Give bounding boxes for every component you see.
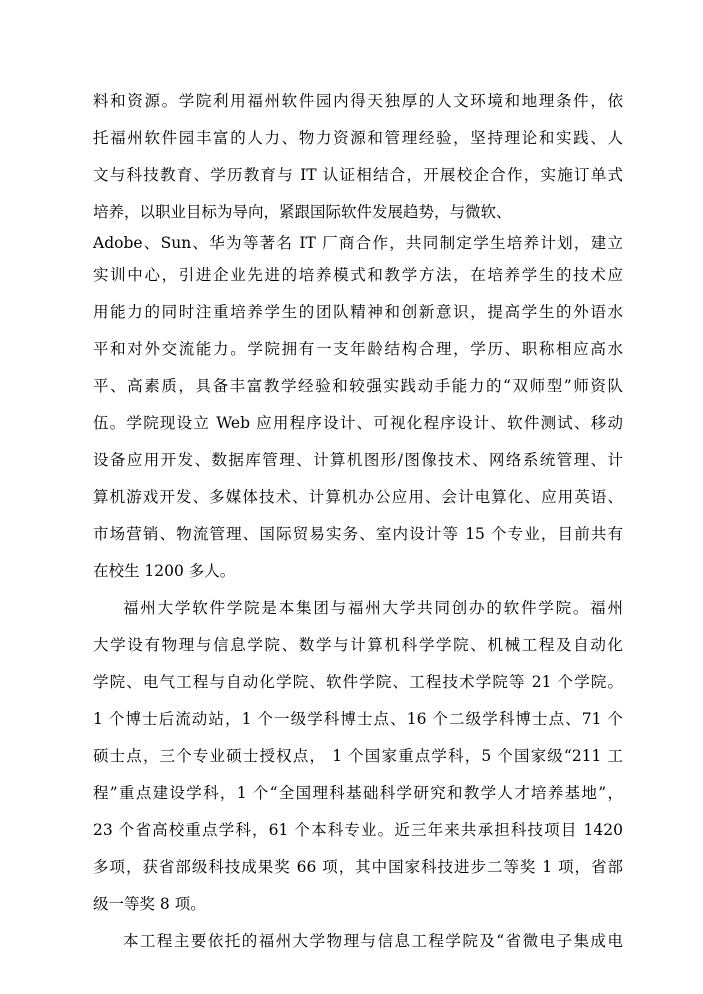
text-line: Adobe、Sun、华为等著名 IT 厂商合作，共同制定学生培养计划，建立 — [93, 234, 623, 252]
text-line: 程”重点建设学科，1 个“全国理科基础科学研究和教学人才培养基地”， — [93, 784, 623, 802]
text-line: 福州大学软件学院是本集团与福州大学共同创办的软件学院。福州 — [123, 599, 623, 617]
text-line: 平和对外交流能力。学院拥有一支年龄结构合理，学历、职称相应高水 — [93, 340, 623, 358]
text-line: 文与科技教育、学历教育与 IT 认证相结合，开展校企合作，实施订单式 — [93, 166, 623, 184]
text-line: 伍。学院现设立 Web 应用程序设计、可视化程序设计、软件测试、移动 — [93, 414, 623, 432]
text-line: 培养，以职业目标为导向，紧跟国际软件发展趋势，与微软、 — [93, 203, 512, 221]
text-line: 大学设有物理与信息学院、数学与计算机科学学院、机械工程及自动化 — [93, 636, 623, 654]
text-line: 在校生 1200 多人。 — [93, 562, 236, 580]
text-line: 托福州软件园丰富的人力、物力资源和管理经验，坚持理论和实践、人 — [93, 129, 623, 147]
text-line: 硕士点，三个专业硕士授权点， 1 个国家重点学科，5 个国家级“211 工 — [93, 747, 623, 765]
text-line: 料和资源。学院利用福州软件园内得天独厚的人文环境和地理条件，依 — [93, 92, 623, 110]
text-line: 23 个省高校重点学科，61 个本科专业。近三年来共承担科技项目 1420 — [93, 821, 623, 839]
text-line: 平、高素质，具备丰富教学经验和较强实践动手能力的“双师型”师资队 — [93, 377, 623, 395]
text-line: 实训中心，引进企业先进的培养模式和教学方法，在培养学生的技术应 — [93, 266, 623, 284]
text-line: 算机游戏开发、多媒体技术、计算机办公应用、会计电算化、应用英语、 — [93, 488, 623, 506]
text-line: 级一等奖 8 项。 — [93, 895, 206, 913]
text-line: 本工程主要依托的福州大学物理与信息工程学院及“省微电子集成电 — [123, 932, 623, 950]
text-line: 1 个博士后流动站，1 个一级学科博士点、16 个二级学科博士点、71 个 — [93, 710, 623, 728]
text-line: 学院、电气工程与自动化学院、软件学院、工程技术学院等 21 个学院。 — [93, 673, 623, 691]
text-line: 用能力的同时注重培养学生的团队精神和创新意识，提高学生的外语水 — [93, 303, 623, 321]
text-line: 设备应用开发、数据库管理、计算机图形/图像技术、网络系统管理、计 — [93, 451, 623, 469]
text-line: 多项，获省部级科技成果奖 66 项，其中国家科技进步二等奖 1 项，省部 — [93, 858, 623, 876]
text-line: 市场营销、物流管理、国际贸易实务、室内设计等 15 个专业，目前共有 — [93, 525, 623, 543]
